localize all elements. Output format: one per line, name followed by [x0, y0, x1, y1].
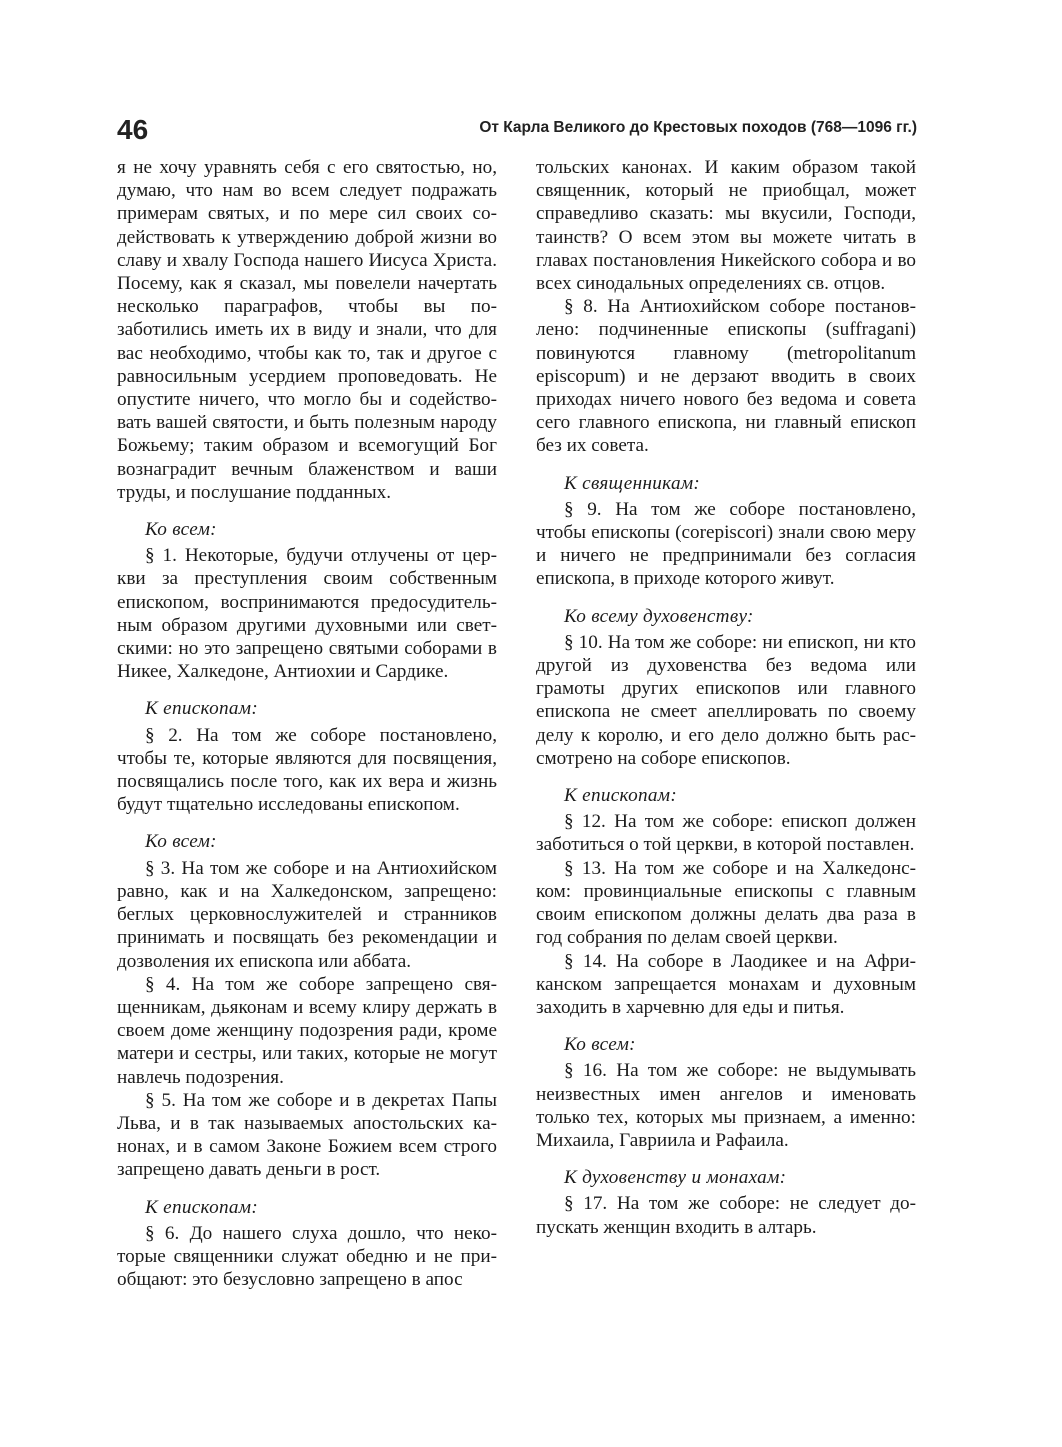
section-heading: К епископам: — [564, 785, 678, 807]
section-heading: Ко всем: — [145, 519, 217, 541]
section-heading: К священникам: — [564, 472, 701, 494]
section-heading: Ко всему духовенству: — [564, 605, 754, 627]
section-heading: К епископам: — [145, 698, 259, 720]
paragraph: § 14. На соборе в Лаодикее и на Африканском запрещается монахам и духовным заходить в харчевню для еды и питья. — [536, 950, 916, 1018]
paragraph: § 2. На том же соборе постановлено, чтобы те, которые являются для посвящения, посвящались после того, как их вера и жизнь будут тщательно исследованы епископом. — [117, 724, 497, 816]
paragraph: § 13. На том же соборе и на Халкедонском: провинциальные епископы с главным своим епископом должны делать два раза в год собрания по делам своей церкви. — [536, 857, 916, 949]
paragraph-continuation: я не хочу уравнять себя с его святостью, но, думаю, что нам во всем следует подражать примерам святых, и по мере сил своих содействовать к утверждению доброй жизни во славу и хвалу Господа нашего Иисуса Христа. Посему, как я сказал, мы повелели начертать несколько параграфов, чтобы вы позаботились иметь их в виду и знали, что для вас необходимо, чтобы как то, так и другое с равносильным усердием проповедовать. Не опустите ничего, что могло бы и содействовать вашей святости, и быть полезным народу Божьему; таким образом и всемогущий Бог вознаградит вечным блаженством и ваши труды, и послушание подданных. — [117, 157, 497, 503]
paragraph: § 4. На том же соборе запрещено священникам, дьяконам и всему клиру держать в своем доме женщину подозрения ради, кроме матери и сестры, или таких, которые не могут навлечь подозрения. — [117, 973, 497, 1088]
page-header — [117, 112, 917, 148]
page-number: 46 — [117, 114, 149, 145]
section-heading: Ко всем: — [145, 831, 217, 853]
paragraph-continuation: тольских канонах. И каким образом такой священник, который не приобщал, может справедливо сказать: мы вкусили, Господи, таинств? О всем этом вы можете читать в главах постановления Никейского собора и во всех синодальных определениях св. отцов. — [536, 157, 916, 295]
paragraph: § 3. На том же соборе и на Антиохийском равно, как и на Халкедонском, запрещено: беглых церковнослужителей и странников принимать и посвящать без рекомендации и дозволения их епископа или аббата. — [117, 857, 497, 972]
paragraph: § 8. На Антиохийском соборе постановлено: подчиненные епископы (suffragani) повинуются главному (metropolitanum episcopum) и не дерзают вводить в своих приходах ничего нового без ведома и совета сего главного епископа, ни главный епископ без их совета. — [536, 296, 916, 457]
paragraph: § 17. На том же соборе: не следует допускать женщин входить в алтарь. — [536, 1193, 916, 1238]
paragraph: § 10. На том же соборе: ни епископ, ни кто другой из духовенства без ведома или грамоты других епископов или главного епископа не смеет апеллировать по своему делу к королю, и его дело должно быть рассмотрено на соборе епископов. — [536, 631, 916, 769]
right-column — [536, 156, 916, 1239]
section-heading: К духовенству и монахам: — [564, 1167, 787, 1189]
paragraph: § 1. Некоторые, будучи отлучены от церкви за преступления своим собственным епископом, воспринимаются предосудительным образом другими духовными или светскими: но это запрещено святыми соборами в Никее, Халкедоне, Антиохии и Сардике. — [117, 545, 497, 683]
paragraph: § 9. На том же соборе постановлено, чтобы епископы (corepiscori) знали свою меру и ничего не предпринимали без согласия епископа, в приходе которого живут. — [536, 498, 916, 590]
paragraph: § 12. На том же соборе: епископ должен заботиться о той церкви, в которой поставлен. — [536, 811, 916, 856]
section-heading: К епископам: — [145, 1196, 259, 1218]
paragraph: § 16. На том же соборе: не выдумывать неизвестных имен ангелов и именовать только тех, которых мы признаем, а именно: Михаила, Гавриила и Рафаила. — [536, 1060, 916, 1151]
left-column — [117, 156, 497, 1291]
section-heading: Ко всем: — [564, 1034, 636, 1056]
running-title: От Карла Великого до Крестовых походов (768—1096 гг.) — [479, 119, 917, 136]
paragraph: § 6. До нашего слуха дошло, что некоторые священники служат обедню и не приобщают: это безусловно запрещено в апос — [117, 1222, 497, 1291]
paragraph: § 5. На том же соборе и в декретах Папы Льва, и в так называемых апостольских канонах, и в самом Законе Божием всем строго запрещено давать деньги в рост. — [117, 1089, 497, 1181]
